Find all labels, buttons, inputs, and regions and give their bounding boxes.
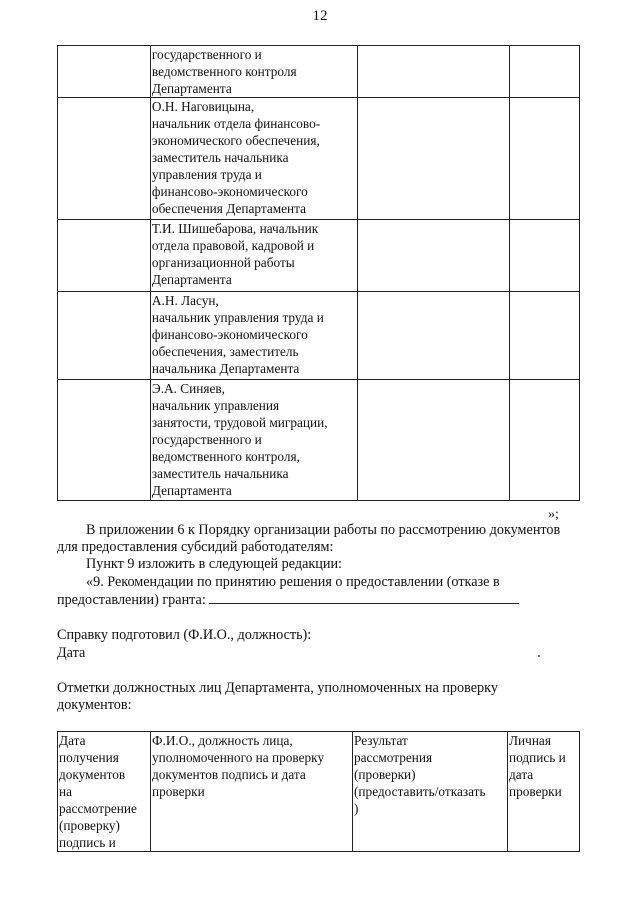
staff-cell: Т.И. Шишебарова, начальник отдела правовой, кадровой и организационной работы Департамента [150,220,357,292]
closing-quote: »; [548,507,559,522]
column-received-date: Дата получения документов на рассмотрение (проверку) подпись и [58,732,151,852]
amendment-paragraph-line1: В приложении 6 к Порядку организации работы по рассмотрению документов [86,522,561,538]
staff-table [57,45,580,501]
column-result: Результат рассмотрения (проверки) (предоставить/отказать ) [353,732,508,852]
staff-cell: О.Н. Наговицына, начальник отдела финансово- экономического обеспечения, заместитель начальника управления труда и финансово-экономического обеспечения Департамента [150,98,357,220]
scan-speck [538,655,540,657]
table-row [58,732,580,852]
amendment-paragraph-line2: для предоставления субсидий работодателям: [57,539,334,555]
staff-cell: государственного и ведомственного контроля Департамента [150,46,357,98]
item-9-text-line1: «9. Рекомендации по принятию решения о предоставлении (отказе в [86,574,500,590]
table-row [58,98,580,220]
staff-cell: Э.А. Синяев, начальник управления занятости, трудовой миграции, государственного и ведомственного контроля, заместитель начальника Департамента [150,380,357,501]
marks-heading-line2: документов: [57,697,132,713]
table-row [58,292,580,380]
staff-cell: А.Н. Ласун, начальник управления труда и финансово-экономического обеспечения, заместитель начальника Департамента [150,292,357,380]
column-signature: Личная подпись и дата проверки [508,732,580,852]
table-row [58,220,580,292]
column-official: Ф.И.О., должность лица, уполномоченного на проверку документов подпись и дата проверки [151,732,353,852]
table-row [58,380,580,501]
checks-table [57,731,580,852]
item-9-text-line2: предоставлении) гранта: [57,591,519,609]
page-number: 12 [312,8,328,24]
grant-blank-line [209,591,519,604]
prepared-by-label: Справку подготовил (Ф.И.О., должность): [57,627,312,643]
table-row [58,46,580,98]
item-9-instruction: Пункт 9 изложить в следующей редакции: [86,556,342,572]
marks-heading-line1: Отметки должностных лиц Департамента, уполномоченных на проверку [57,680,498,696]
date-label: Дата [57,645,86,661]
